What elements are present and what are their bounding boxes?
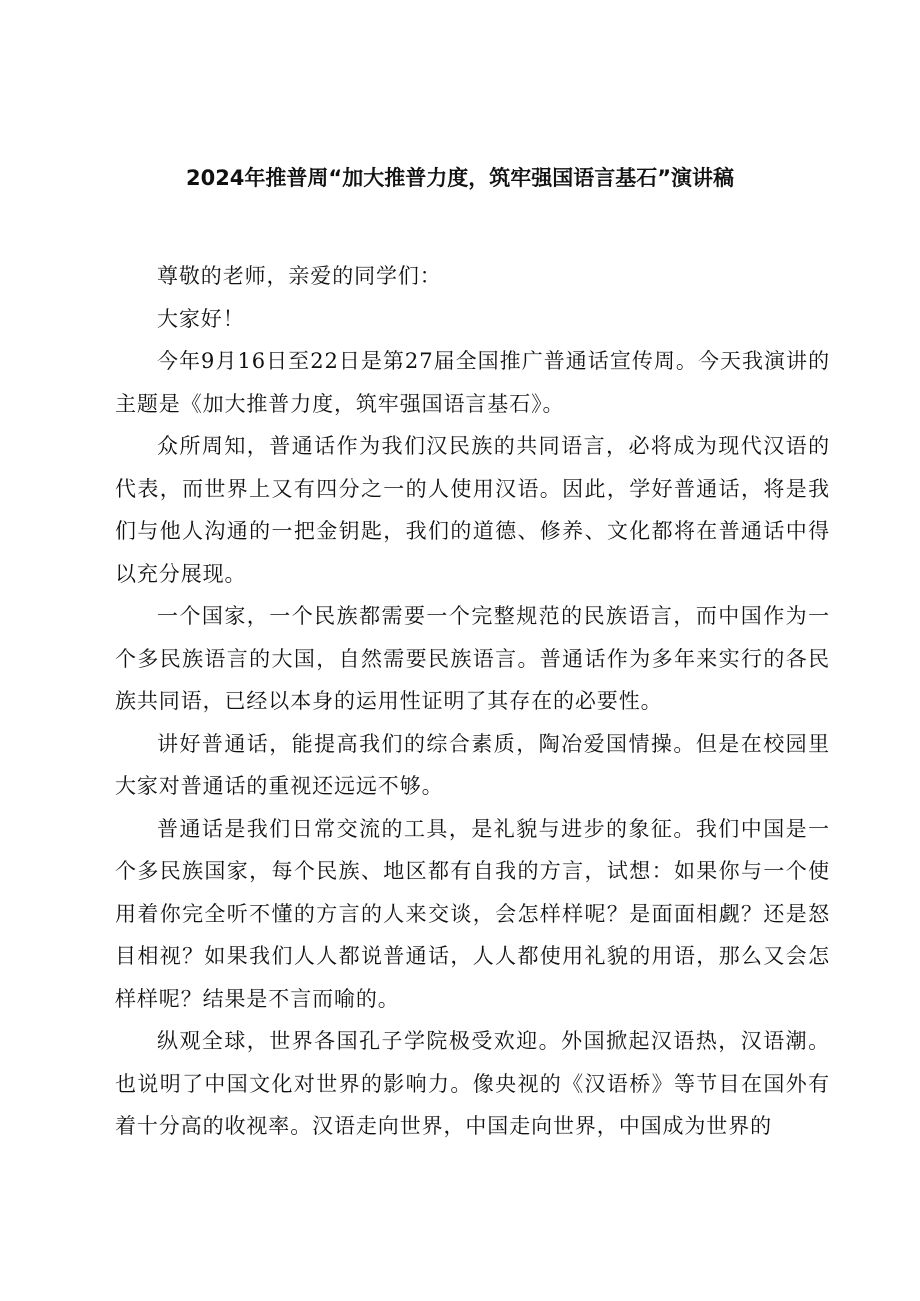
paragraph-communication-tool: 普通话是我们日常交流的工具，是礼貌与进步的象征。我们中国是一个多民族国家，每个民族、地区都有自我的方言，试想：如果你与一个使用着你完全听不懂的方言的人来交谈，会怎样样呢？是面面相觑？还是怒目相视？如果我们人人都说普通话，人人都使用礼貌的用语，那么又会怎样样呢？结果是不言而喻的。 xyxy=(115,816,830,1011)
paragraph-common-language: 众所周知，普通话作为我们汉民族的共同语言，必将成为现代汉语的代表，而世界上又有四分之一的人使用汉语。因此，学好普通话，将是我们与他人沟通的一把金钥匙，我们的道德、修养、文化都将在普通话中得以充分展现。 xyxy=(115,434,830,586)
paragraph-intro: 今年9月16日至22日是第27届全国推广普通话宣传周。今天我演讲的主题是《加大推普力度，筑牢强国语言基石》。 xyxy=(115,349,830,416)
paragraph-global: 纵观全球，世界各国孔子学院极受欢迎。外国掀起汉语热，汉语潮。也说明了中国文化对世界的影响力。像央视的《汉语桥》等节目在国外有着十分高的收视率。汉语走向世界，中国走向世界，中国成为世界的 xyxy=(115,1029,830,1138)
document-body xyxy=(115,255,830,1148)
document-title: 2024年推普周“加大推普力度，筑牢强国语言基石”演讲稿 xyxy=(185,166,735,190)
paragraph-greeting: 大家好！ xyxy=(157,306,245,331)
paragraph-quality: 讲好普通话，能提高我们的综合素质，陶冶爱国情操。但是在校园里大家对普通话的重视还远远不够。 xyxy=(115,731,830,798)
paragraph-national-language: 一个国家，一个民族都需要一个完整规范的民族语言，而中国作为一个多民族语言的大国，自然需要民族语言。普通话作为多年来实行的各民族共同语，已经以本身的运用性证明了其存在的必要性。 xyxy=(115,604,830,713)
paragraph-salutation: 尊敬的老师，亲爱的同学们： xyxy=(157,264,442,288)
